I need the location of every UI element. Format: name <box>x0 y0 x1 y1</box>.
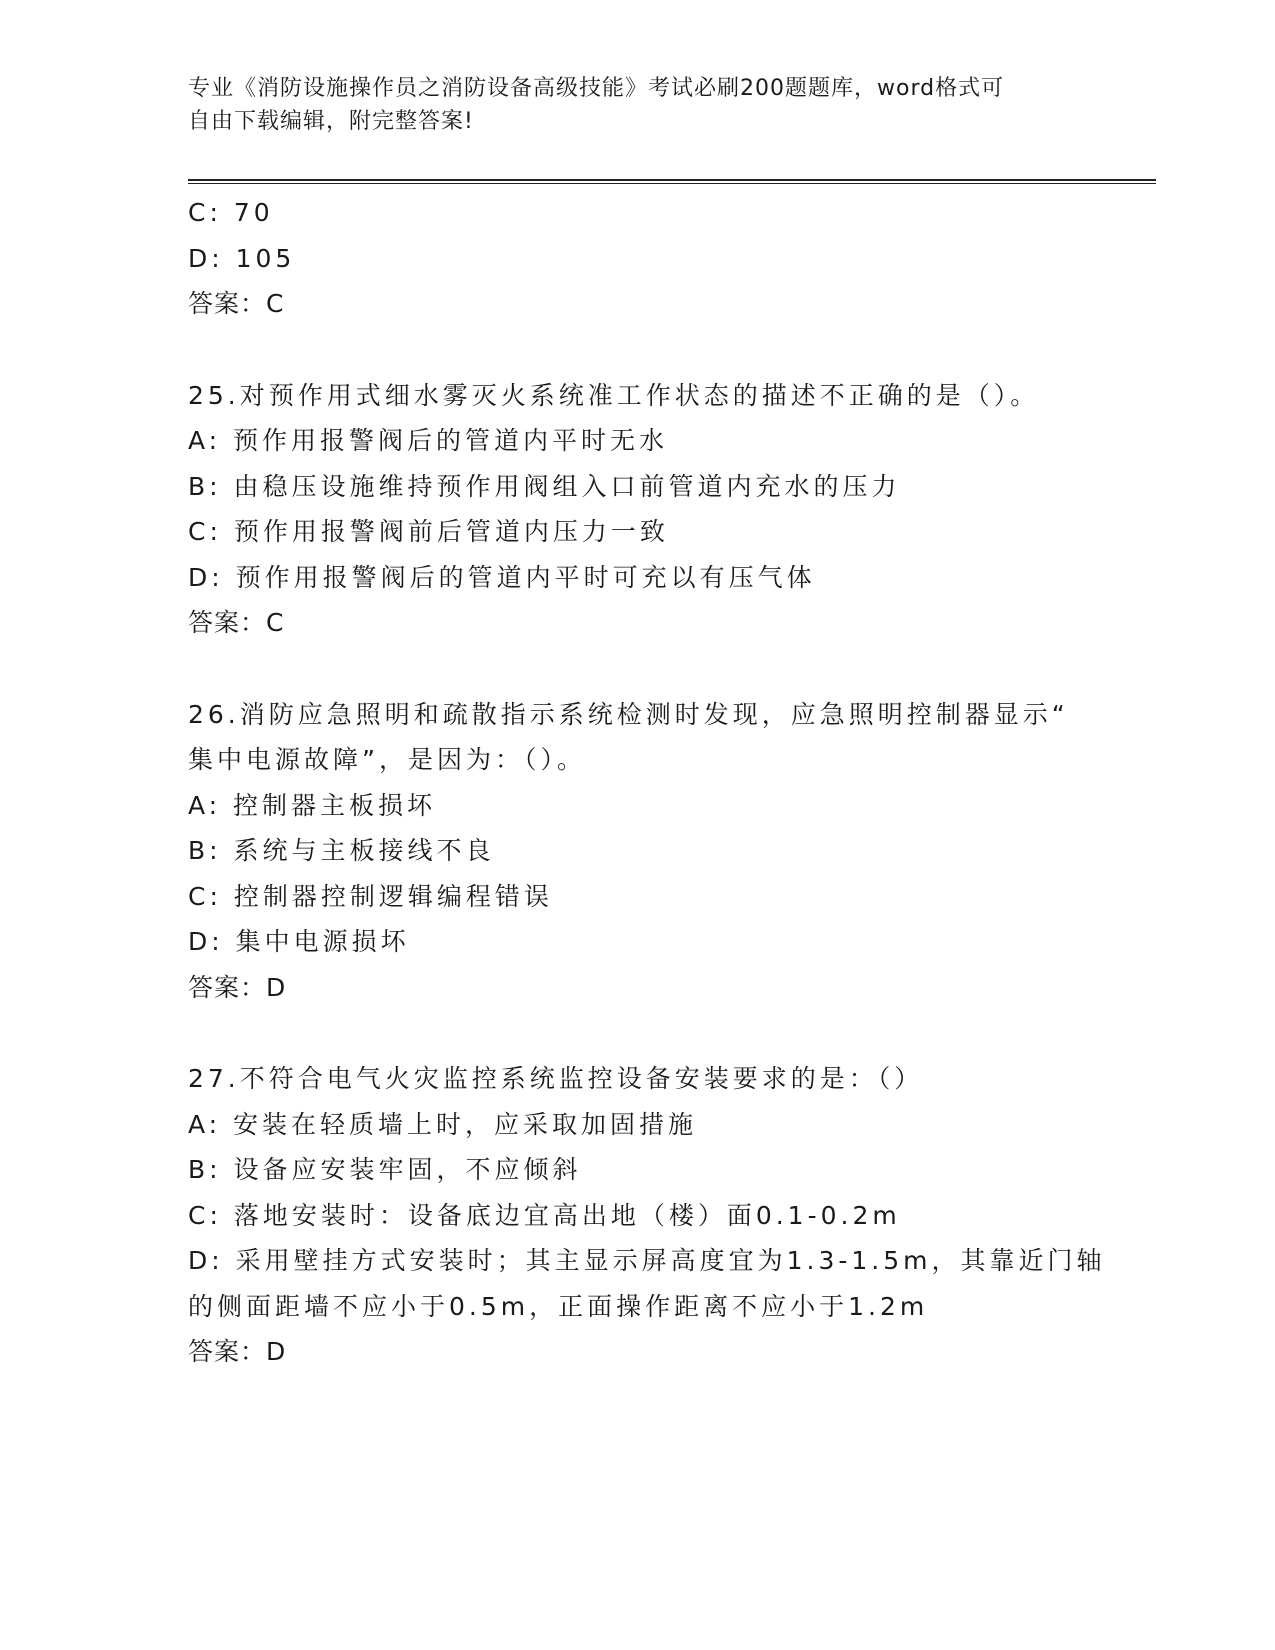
header-line-2: 自由下载编辑，附完整答案! <box>188 109 474 134</box>
option-d: D: 预作用报警阀后的管道内平时可充以有压气体 <box>188 562 816 592</box>
question-25 <box>188 373 1088 646</box>
answer-line: 答案：D <box>188 972 287 1002</box>
option-a: A: 控制器主板损坏 <box>188 790 437 820</box>
option-c: C: 预作用报警阀前后管道内压力一致 <box>188 517 669 546</box>
question-stem-line-1: 26.消防应急照明和疏散指示系统检测时发现，应急照明控制器显示“ <box>188 699 1069 729</box>
question-26 <box>188 692 1088 1011</box>
answer-line: 答案：D <box>188 1337 287 1366</box>
option-d: D: 集中电源损坏 <box>188 927 410 956</box>
question-24-tail <box>188 190 1088 327</box>
option-d-line-1: D: 采用壁挂方式安装时；其主显示屏高度宜为1.3-1.5m，其靠近门轴 <box>188 1246 1106 1275</box>
option-c: C: 70 <box>188 198 274 227</box>
option-d: D: 105 <box>188 243 296 273</box>
answer-line: 答案：C <box>188 608 285 637</box>
question-stem: 25.对预作用式细水雾灭火系统准工作状态的描述不正确的是（）。 <box>188 380 1040 410</box>
answer-line: 答案：C <box>188 289 285 318</box>
option-b: B: 由稳压设施维持预作用阀组入口前管道内充水的压力 <box>188 471 901 501</box>
question-list <box>188 190 1106 1375</box>
header-rule-thick <box>188 179 1156 181</box>
option-b: B: 设备应安装牢固，不应倾斜 <box>188 1155 582 1184</box>
option-c: C: 落地安装时：设备底边宜高出地（楼）面0.1-0.2m <box>188 1200 901 1230</box>
question-stem: 27.不符合电气火灾监控系统监控设备安装要求的是：（） <box>188 1064 924 1093</box>
option-a: A: 安装在轻质墙上时，应采取加固措施 <box>188 1109 698 1139</box>
question-stem-line-2: 集中电源故障”，是因为：（）。 <box>188 745 586 774</box>
option-b: B: 系统与主板接线不良 <box>188 836 495 865</box>
option-a: A: 预作用报警阀后的管道内平时无水 <box>188 426 669 455</box>
option-c: C: 控制器控制逻辑编程错误 <box>188 881 553 911</box>
option-d-line-2: 的侧面距墙不应小于0.5m，正面操作距离不应小于1.2m <box>188 1291 929 1321</box>
document-header <box>188 72 1068 138</box>
header-rule-thin <box>188 183 1156 184</box>
question-27 <box>188 1056 1106 1375</box>
header-line-1: 专业《消防设施操作员之消防设备高级技能》考试必刷200题题库，word格式可 <box>188 76 1005 101</box>
